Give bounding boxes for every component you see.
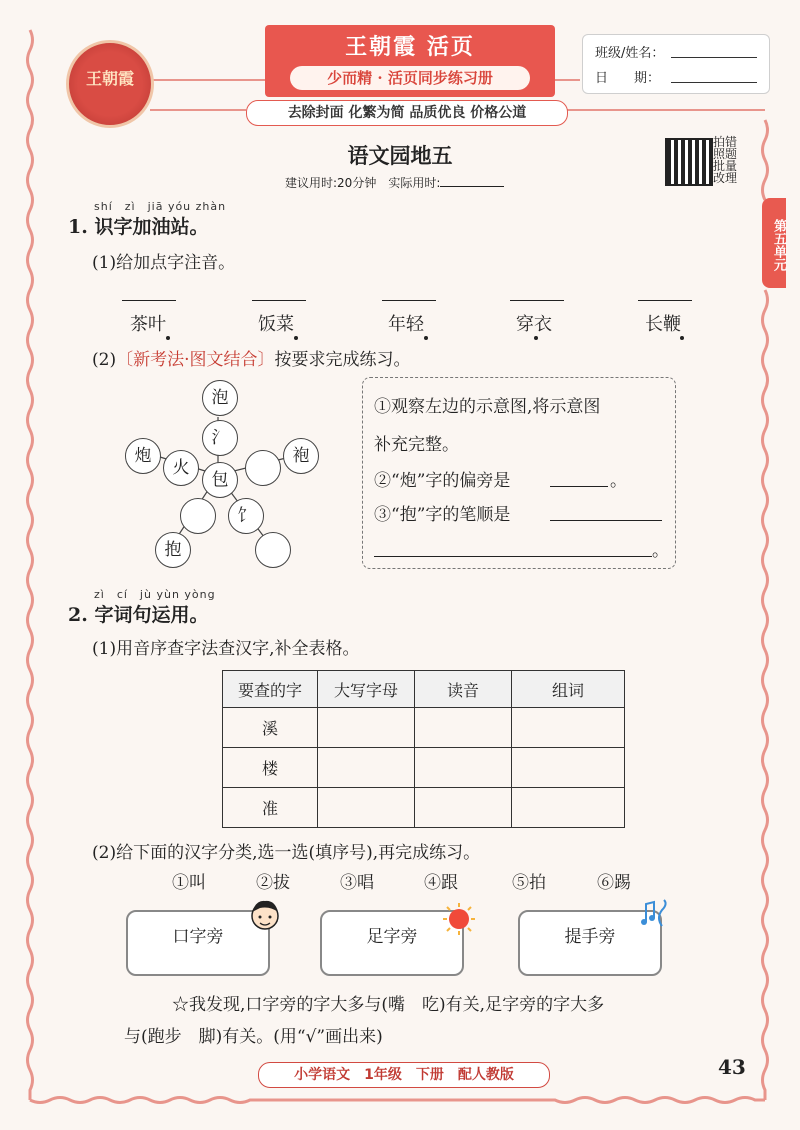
date-label: 日 期： [595, 71, 661, 86]
new-question-tag: 〔新考法·图文结合〕 [116, 350, 275, 370]
section2-q2: (2)给下面的汉字分类,选一选(填序号),再完成练习。 [92, 843, 481, 863]
task-line-1: ①观察左边的示意图,将示意图 [374, 397, 601, 417]
footer-label: 小学语文 1年级 下册 配人教版 [258, 1062, 550, 1088]
time-hint [285, 174, 504, 191]
slogan: 去除封面 化繁为简 品质优良 价格公道 [246, 100, 568, 126]
section1-pinyin: shí zì jiā yóu zhàn [94, 200, 227, 213]
class-label: 班级/姓名： [595, 46, 665, 61]
emphasis-dot [166, 336, 170, 340]
table-header: 要查的字 [223, 671, 318, 708]
option-4: ④跟 [424, 873, 458, 893]
diagram-radical-fire: 火 [163, 450, 199, 486]
table-row [223, 788, 625, 828]
table-char: 溪 [223, 708, 318, 748]
answer-cell[interactable] [512, 708, 625, 748]
word-1: 茶叶 [130, 314, 166, 335]
table-char: 楼 [223, 748, 318, 788]
answer-cell[interactable] [415, 788, 512, 828]
diagram-char-pao-fire: 炮 [125, 438, 161, 474]
brand-title: 王朝霞 活页 [345, 34, 475, 60]
answer-cell[interactable] [415, 748, 512, 788]
emphasis-dot [294, 336, 298, 340]
emphasis-dot [424, 336, 428, 340]
answer-cell[interactable] [318, 708, 415, 748]
diagram-empty-radical[interactable] [245, 450, 281, 486]
diagram-center-char: 包 [202, 462, 238, 498]
pinyin-blank-1[interactable] [122, 300, 176, 301]
section1-q1: (1)给加点字注音。 [92, 253, 236, 273]
task-line-4: ③“抱”字的笔顺是 [374, 505, 511, 525]
page-title: 语文园地五 [347, 143, 453, 168]
discovery-line-1: ☆我发现,口字旁的字大多与(嘴 吃)有关,足字旁的字大多 [172, 995, 605, 1015]
diagram-empty-radical[interactable] [180, 498, 216, 534]
word-4: 穿衣 [516, 314, 552, 335]
pinyin-blank-4[interactable] [510, 300, 564, 301]
option-2: ②拔 [256, 873, 290, 893]
word-2: 饭菜 [258, 314, 294, 335]
actual-time-field[interactable] [440, 186, 504, 187]
diagram-char-pao-robe: 袍 [283, 438, 319, 474]
section2-heading: 2. 字词句运用。 [68, 604, 209, 626]
time-hint-text: 建议用时:20分钟 实际用时: [285, 176, 441, 190]
pinyin-blank-5[interactable] [638, 300, 692, 301]
discovery-line-2: 与(跑步 脚)有关。(用“√”画出来) [124, 1027, 383, 1047]
unit-tab: 第五单元 [762, 198, 786, 288]
table-header: 大写字母 [318, 671, 415, 708]
sun-icon [442, 902, 476, 936]
table-char: 准 [223, 788, 318, 828]
qr-caption: 拍错照题批量改理 [713, 135, 738, 185]
diagram-char-bao-hand: 抱 [155, 532, 191, 568]
category-label: 口字旁 [172, 927, 224, 947]
stroke-order-blank-2[interactable] [374, 556, 652, 557]
page-number: 43 [718, 1055, 746, 1079]
qr-code-icon[interactable] [665, 138, 713, 186]
q2-text: 按要求完成练习。 [274, 350, 411, 370]
answer-cell[interactable] [318, 788, 415, 828]
diagram-empty-char[interactable] [255, 532, 291, 568]
task-line-3: ②“炮”字的偏旁是 [374, 471, 511, 491]
section2-q1: (1)用音序查字法查汉字,补全表格。 [92, 639, 360, 659]
pinyin-blank-3[interactable] [382, 300, 436, 301]
task-line-2: 补充完整。 [374, 435, 459, 455]
section1-heading: 1. 识字加油站。 [68, 216, 209, 238]
option-1: ①叫 [172, 873, 206, 893]
category-label: 提手旁 [564, 927, 616, 947]
diagram-char-pao-water: 泡 [202, 380, 238, 416]
logo-text: 王朝霞 [85, 69, 134, 88]
word-5: 长鞭 [645, 314, 681, 335]
table-row [223, 708, 625, 748]
name-date-box [582, 34, 770, 94]
section2-pinyin: zì cí jù yùn yòng [94, 588, 216, 601]
radical-answer-blank[interactable] [550, 486, 608, 487]
lookup-table [222, 670, 625, 828]
diagram-radical-food: 饣 [228, 498, 264, 534]
answer-cell[interactable] [318, 748, 415, 788]
word-3: 年轻 [388, 314, 424, 335]
table-header: 读音 [415, 671, 512, 708]
music-note-icon [638, 896, 672, 932]
option-5: ⑤拍 [512, 873, 546, 893]
emphasis-dot [680, 336, 684, 340]
task-line-3-end: 。 [610, 471, 627, 491]
option-3: ③唱 [340, 873, 374, 893]
category-label: 足字旁 [366, 927, 418, 947]
answer-cell[interactable] [512, 788, 625, 828]
section1-q2 [92, 345, 411, 370]
boy-face-icon [248, 896, 282, 932]
option-6: ⑥踢 [597, 873, 631, 893]
task-line-5-end: 。 [652, 541, 669, 561]
diagram-radical-water: 氵 [202, 420, 238, 456]
table-header: 组词 [512, 671, 625, 708]
pinyin-blank-2[interactable] [252, 300, 306, 301]
answer-cell[interactable] [512, 748, 625, 788]
table-row [223, 748, 625, 788]
answer-cell[interactable] [415, 708, 512, 748]
class-name-field[interactable] [671, 57, 757, 58]
q2-prefix: (2) [92, 350, 117, 370]
date-field[interactable] [671, 82, 757, 83]
emphasis-dot [534, 336, 538, 340]
table-header-row [223, 671, 625, 708]
brand-subtitle: 少而精 · 活页同步练习册 [290, 66, 530, 90]
stroke-order-blank-1[interactable] [550, 520, 662, 521]
